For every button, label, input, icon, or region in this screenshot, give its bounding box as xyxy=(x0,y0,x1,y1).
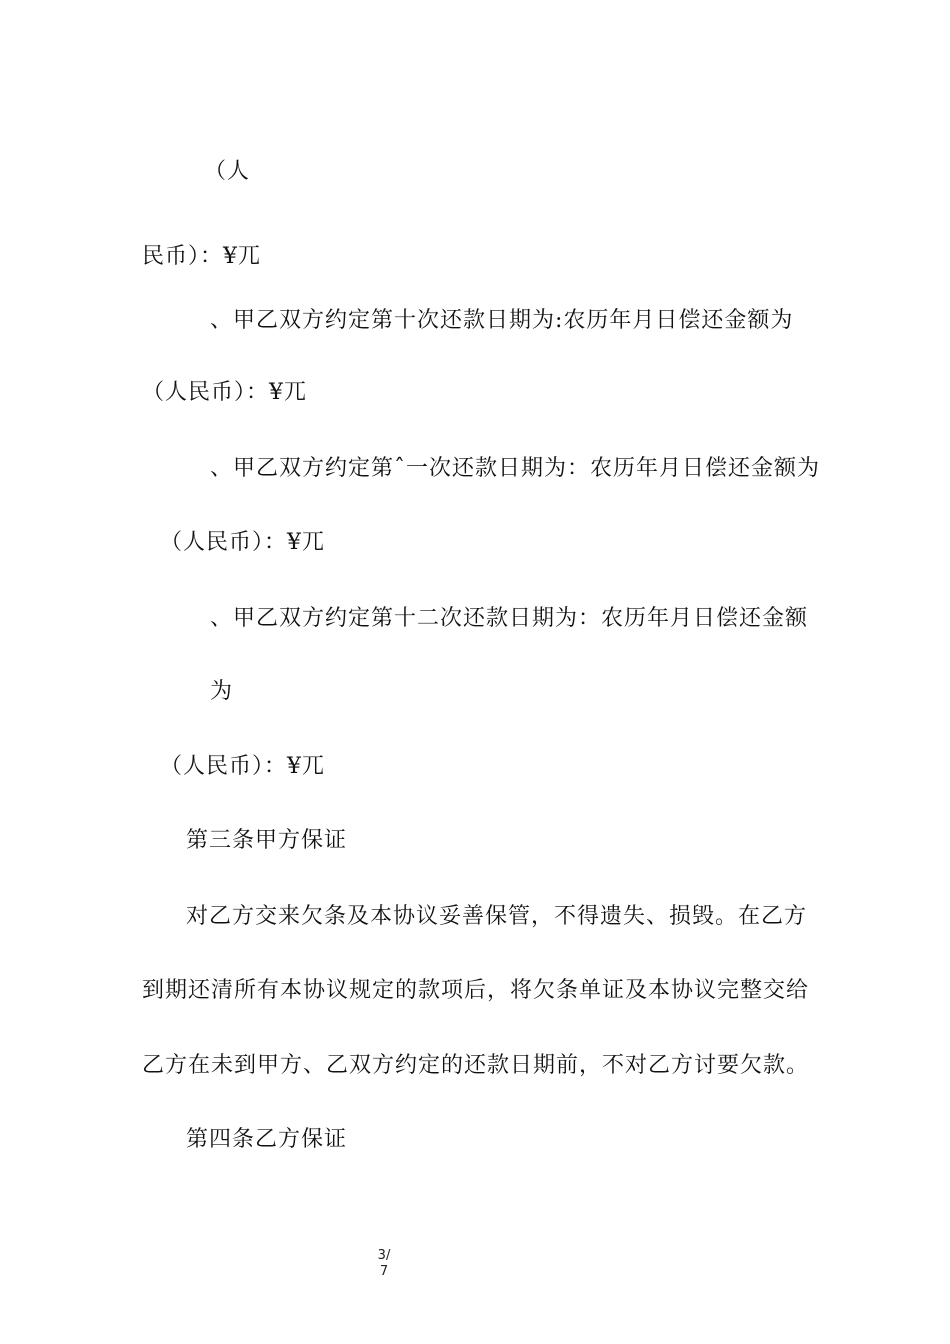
text-line-9: （人民币）：¥兀 xyxy=(160,754,325,779)
text-line-13: 乙方在未到甲方、乙双方约定的还款日期前，不对乙方讨要欠款。 xyxy=(142,1053,810,1078)
page-number xyxy=(374,1248,394,1280)
text-line-3: 、甲乙双方约定第十次还款日期为:农历年月日偿还金额为 xyxy=(210,308,794,333)
text-line-7: 、甲乙双方约定第十二次还款日期为：农历年月日偿还金额 xyxy=(210,606,809,631)
text-line-6: （人民币）：¥兀 xyxy=(160,530,325,555)
text-line-12: 到期还清所有本协议规定的款项后，将欠条单证及本协议完整交给 xyxy=(142,978,810,1003)
section-heading-3: 第三条甲方保证 xyxy=(186,828,348,853)
text-line-11: 对乙方交来欠条及本协议妥善保管，不得遗失、损毁。在乙方 xyxy=(186,904,808,929)
section-heading-4: 第四条乙方保证 xyxy=(186,1127,348,1152)
text-line-1: （人 xyxy=(204,159,251,184)
text-line-5: 、甲乙双方约定第ˆ一次还款日期为：农历年月日偿还金额为 xyxy=(210,456,821,481)
page-number-current: 3/ xyxy=(377,1248,391,1263)
page-number-total: 7 xyxy=(379,1264,389,1279)
text-line-2: 民币）：¥兀 xyxy=(142,244,261,269)
text-line-8: 为 xyxy=(210,679,234,704)
text-line-4: （人民币）：¥兀 xyxy=(142,380,307,405)
